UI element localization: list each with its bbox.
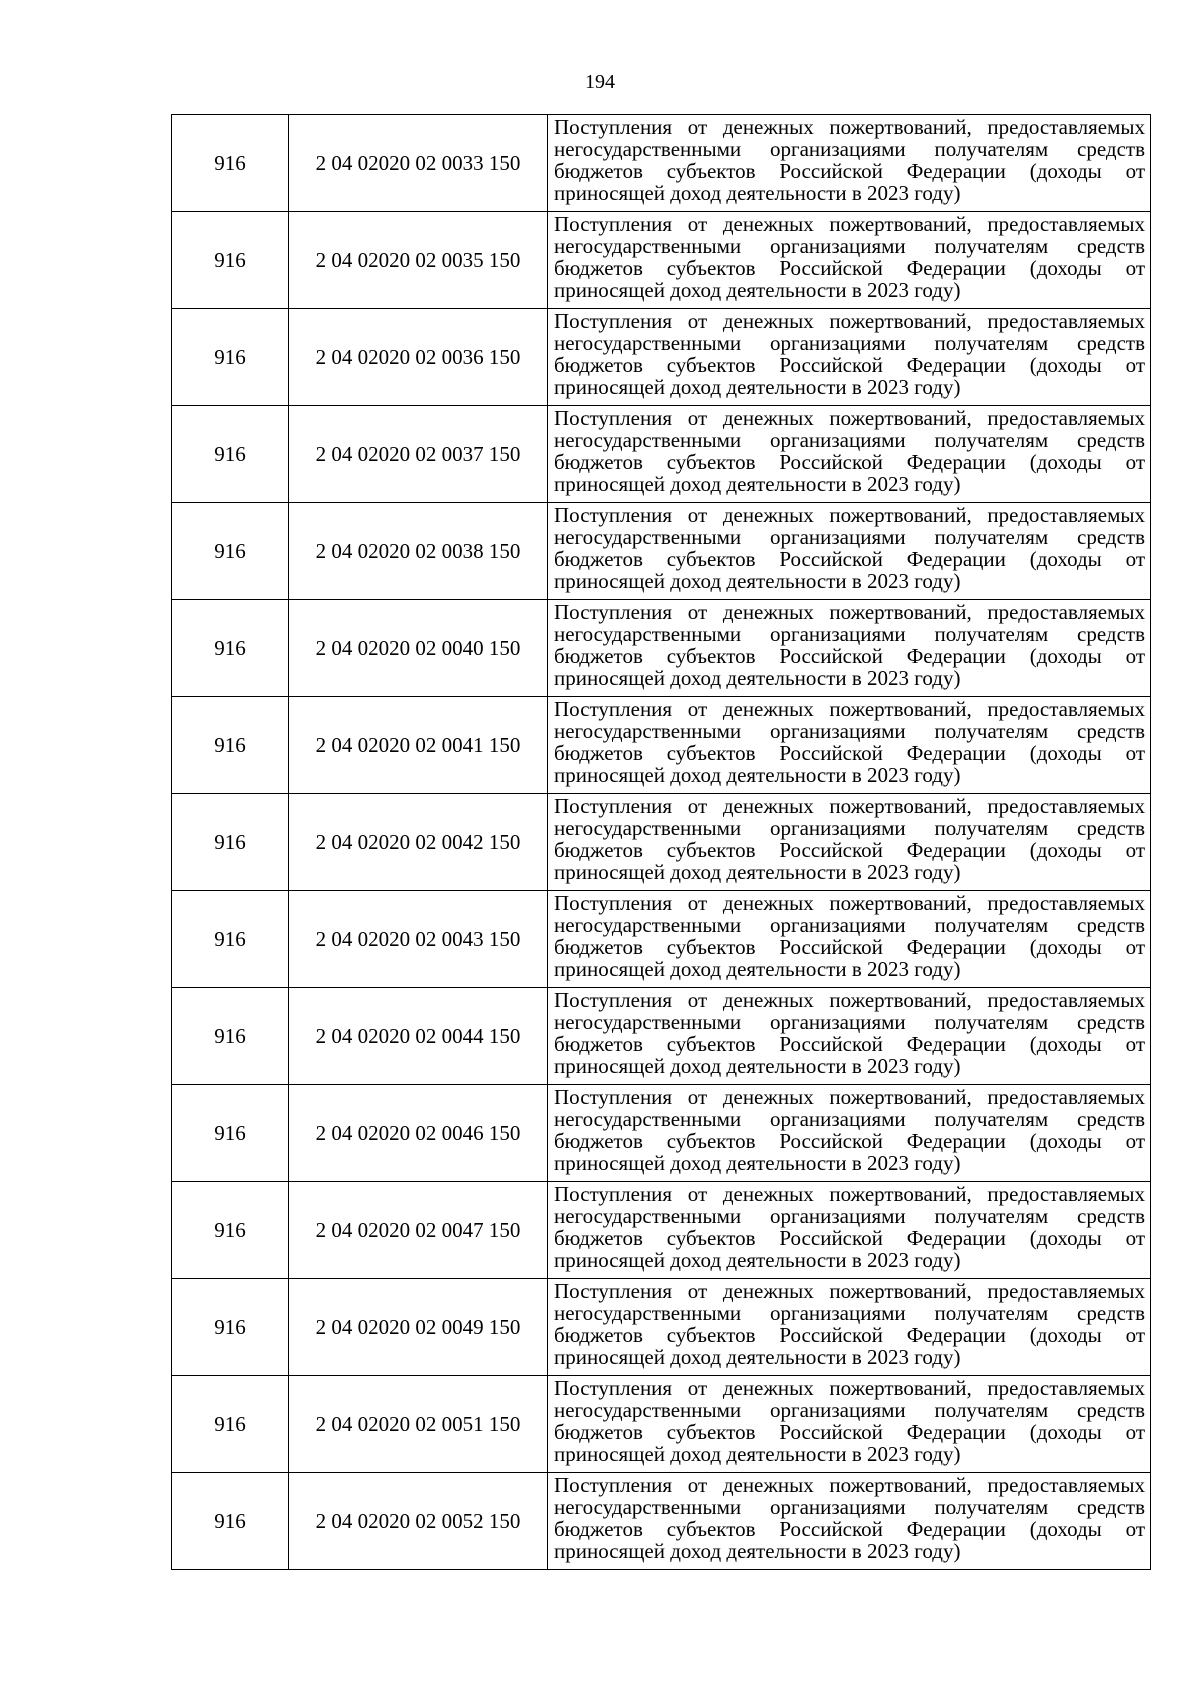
table-row xyxy=(172,1376,1151,1473)
budget-code-cell: 2 04 02020 02 0044 150 xyxy=(289,988,548,1085)
budget-code-cell: 2 04 02020 02 0033 150 xyxy=(289,115,548,212)
admin-code-cell: 916 xyxy=(172,309,289,406)
budget-code-cell: 2 04 02020 02 0042 150 xyxy=(289,794,548,891)
admin-code-cell: 916 xyxy=(172,115,289,212)
admin-code-cell: 916 xyxy=(172,406,289,503)
table-row xyxy=(172,1473,1151,1570)
budget-codes-table xyxy=(171,114,1151,1570)
revenue-name-cell: Поступления от денежных пожертвований, предоставляемых негосударственными организациями получателям средств бюджетов субъектов Российской Федерации (доходы от приносящей доход деятельности в 2023 году) xyxy=(548,891,1151,988)
table-row xyxy=(172,212,1151,309)
budget-code-cell: 2 04 02020 02 0043 150 xyxy=(289,891,548,988)
budget-code-cell: 2 04 02020 02 0041 150 xyxy=(289,697,548,794)
budget-code-cell: 2 04 02020 02 0036 150 xyxy=(289,309,548,406)
budget-code-cell: 2 04 02020 02 0046 150 xyxy=(289,1085,548,1182)
admin-code-cell: 916 xyxy=(172,1376,289,1473)
page-number: 194 xyxy=(585,71,615,93)
revenue-name-cell: Поступления от денежных пожертвований, предоставляемых негосударственными организациями получателям средств бюджетов субъектов Российской Федерации (доходы от приносящей доход деятельности в 2023 году) xyxy=(548,988,1151,1085)
table-body xyxy=(172,115,1151,1570)
table-row xyxy=(172,406,1151,503)
table-row xyxy=(172,1279,1151,1376)
table-row xyxy=(172,988,1151,1085)
revenue-name-cell: Поступления от денежных пожертвований, предоставляемых негосударственными организациями получателям средств бюджетов субъектов Российской Федерации (доходы от приносящей доход деятельности в 2023 году) xyxy=(548,212,1151,309)
revenue-name-cell: Поступления от денежных пожертвований, предоставляемых негосударственными организациями получателям средств бюджетов субъектов Российской Федерации (доходы от приносящей доход деятельности в 2023 году) xyxy=(548,1376,1151,1473)
admin-code-cell: 916 xyxy=(172,988,289,1085)
table-row xyxy=(172,794,1151,891)
table-row xyxy=(172,891,1151,988)
revenue-name-cell: Поступления от денежных пожертвований, предоставляемых негосударственными организациями получателям средств бюджетов субъектов Российской Федерации (доходы от приносящей доход деятельности в 2023 году) xyxy=(548,1279,1151,1376)
table-row xyxy=(172,309,1151,406)
admin-code-cell: 916 xyxy=(172,794,289,891)
revenue-name-cell: Поступления от денежных пожертвований, предоставляемых негосударственными организациями получателям средств бюджетов субъектов Российской Федерации (доходы от приносящей доход деятельности в 2023 году) xyxy=(548,406,1151,503)
admin-code-cell: 916 xyxy=(172,600,289,697)
revenue-name-cell: Поступления от денежных пожертвований, предоставляемых негосударственными организациями получателям средств бюджетов субъектов Российской Федерации (доходы от приносящей доход деятельности в 2023 году) xyxy=(548,309,1151,406)
table-row xyxy=(172,503,1151,600)
budget-code-cell: 2 04 02020 02 0047 150 xyxy=(289,1182,548,1279)
revenue-name-cell: Поступления от денежных пожертвований, предоставляемых негосударственными организациями получателям средств бюджетов субъектов Российской Федерации (доходы от приносящей доход деятельности в 2023 году) xyxy=(548,1085,1151,1182)
admin-code-cell: 916 xyxy=(172,1279,289,1376)
admin-code-cell: 916 xyxy=(172,1085,289,1182)
admin-code-cell: 916 xyxy=(172,891,289,988)
admin-code-cell: 916 xyxy=(172,212,289,309)
revenue-name-cell: Поступления от денежных пожертвований, предоставляемых негосударственными организациями получателям средств бюджетов субъектов Российской Федерации (доходы от приносящей доход деятельности в 2023 году) xyxy=(548,1473,1151,1570)
budget-code-cell: 2 04 02020 02 0049 150 xyxy=(289,1279,548,1376)
admin-code-cell: 916 xyxy=(172,1473,289,1570)
table-row xyxy=(172,1182,1151,1279)
revenue-name-cell: Поступления от денежных пожертвований, предоставляемых негосударственными организациями получателям средств бюджетов субъектов Российской Федерации (доходы от приносящей доход деятельности в 2023 году) xyxy=(548,794,1151,891)
revenue-name-cell: Поступления от денежных пожертвований, предоставляемых негосударственными организациями получателям средств бюджетов субъектов Российской Федерации (доходы от приносящей доход деятельности в 2023 году) xyxy=(548,503,1151,600)
admin-code-cell: 916 xyxy=(172,697,289,794)
table-row xyxy=(172,1085,1151,1182)
admin-code-cell: 916 xyxy=(172,503,289,600)
revenue-name-cell: Поступления от денежных пожертвований, предоставляемых негосударственными организациями получателям средств бюджетов субъектов Российской Федерации (доходы от приносящей доход деятельности в 2023 году) xyxy=(548,1182,1151,1279)
budget-code-cell: 2 04 02020 02 0040 150 xyxy=(289,600,548,697)
table-row xyxy=(172,115,1151,212)
revenue-name-cell: Поступления от денежных пожертвований, предоставляемых негосударственными организациями получателям средств бюджетов субъектов Российской Федерации (доходы от приносящей доход деятельности в 2023 году) xyxy=(548,600,1151,697)
budget-code-cell: 2 04 02020 02 0035 150 xyxy=(289,212,548,309)
budget-code-cell: 2 04 02020 02 0052 150 xyxy=(289,1473,548,1570)
budget-code-cell: 2 04 02020 02 0051 150 xyxy=(289,1376,548,1473)
table-row xyxy=(172,697,1151,794)
admin-code-cell: 916 xyxy=(172,1182,289,1279)
table-row xyxy=(172,600,1151,697)
budget-code-cell: 2 04 02020 02 0037 150 xyxy=(289,406,548,503)
budget-code-cell: 2 04 02020 02 0038 150 xyxy=(289,503,548,600)
revenue-name-cell: Поступления от денежных пожертвований, предоставляемых негосударственными организациями получателям средств бюджетов субъектов Российской Федерации (доходы от приносящей доход деятельности в 2023 году) xyxy=(548,115,1151,212)
revenue-name-cell: Поступления от денежных пожертвований, предоставляемых негосударственными организациями получателям средств бюджетов субъектов Российской Федерации (доходы от приносящей доход деятельности в 2023 году) xyxy=(548,697,1151,794)
